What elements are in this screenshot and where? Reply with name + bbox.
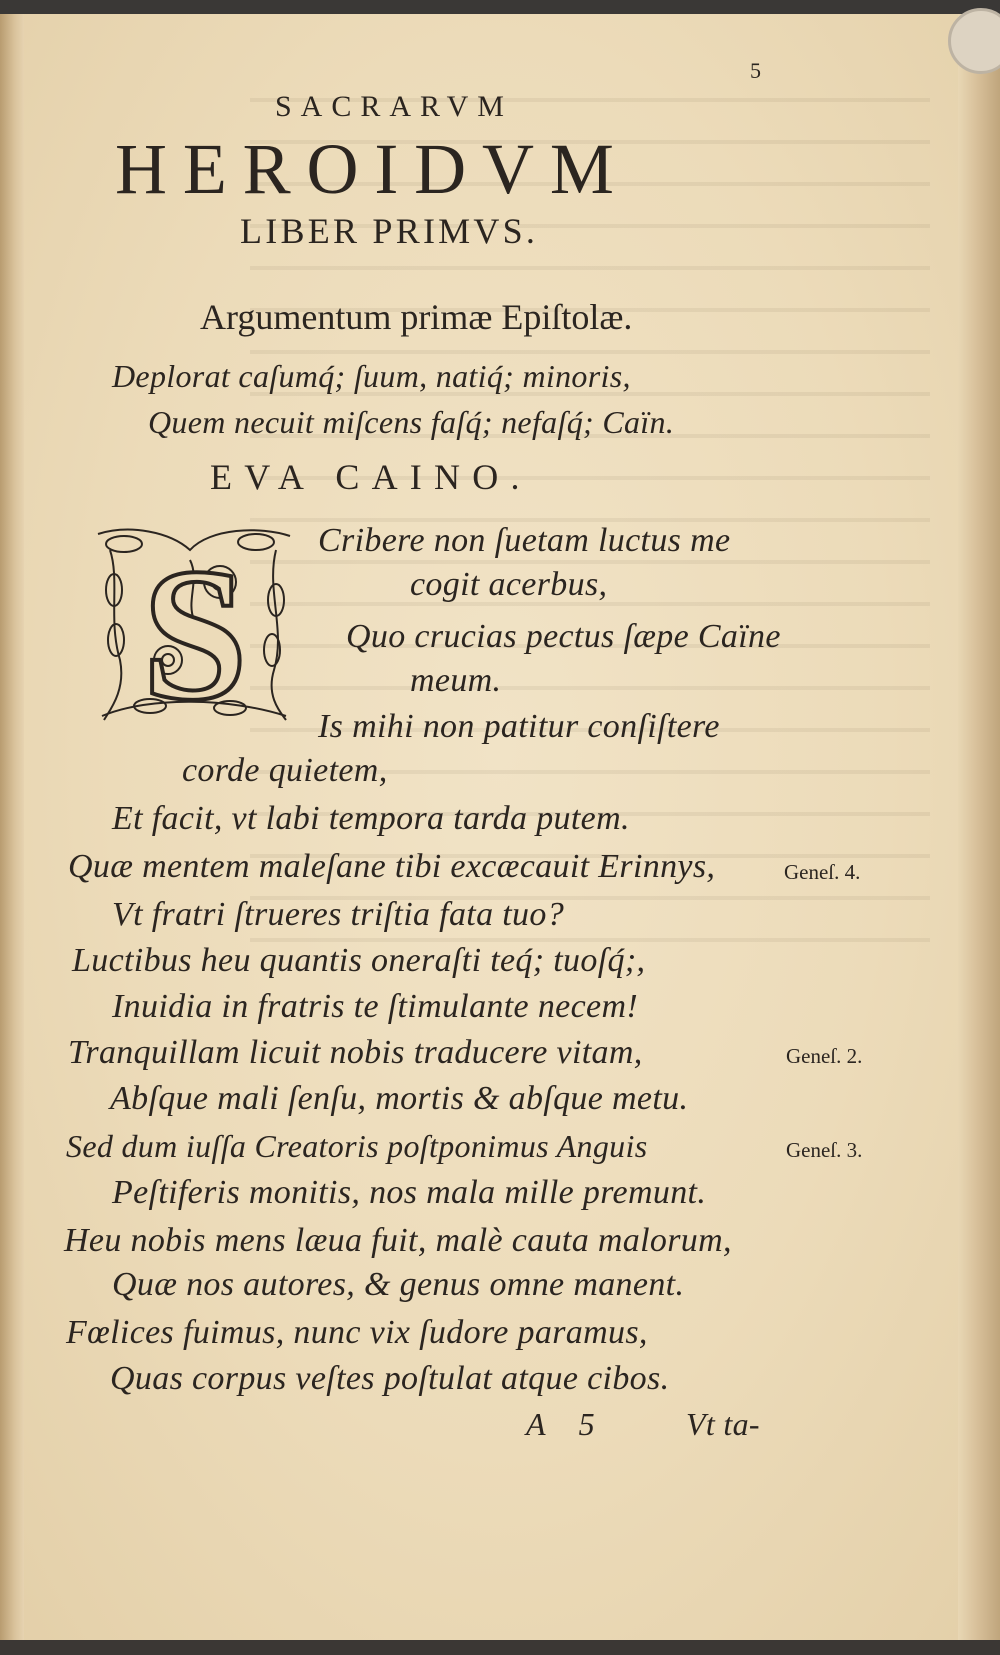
header-line-liber-primus: LIBER PRIMVS. — [240, 211, 539, 251]
verse-line-11: Inuidia in fratris te ſtimulante necem! — [112, 988, 639, 1025]
verse-line-3: Quo crucias pectus ſæpe Caïne — [346, 618, 781, 655]
page-number: 5 — [750, 58, 761, 83]
verse-line-13: Abſque mali ſenſu, mortis & abſque metu. — [110, 1080, 689, 1117]
page-corner-curl — [948, 8, 1000, 74]
scan-border-top — [0, 0, 1000, 14]
verse-line-10: Luctibus heu quantis oneraſti teq́; tuoſq́;, — [72, 942, 646, 979]
page-right-edge — [958, 14, 1000, 1640]
header-line-sacrarum: SACRARVM — [275, 90, 513, 123]
verse-line-9: Vt fratri ſtrueres triſtia fata tuo? — [112, 896, 565, 933]
margin-note-genesis-4: Geneſ. 4. — [784, 860, 861, 884]
page-gutter — [0, 14, 24, 1640]
floral-drop-cap-initial — [90, 520, 296, 726]
verse-line-19: Quas corpus veſtes poſtulat atque cibos. — [110, 1360, 670, 1397]
verse-line-15: Peſtiferis monitis, nos mala mille premunt. — [112, 1174, 707, 1211]
header-line-heroidum: HEROIDVM — [115, 129, 630, 209]
verse-line-14: Sed dum iuſſa Creatoris poſtponimus Anguis — [66, 1128, 648, 1164]
argument-heading: Argumentum primæ Epiſtolæ. — [200, 297, 633, 337]
verse-line-12: Tranquillam licuit nobis traducere vitam, — [68, 1034, 643, 1071]
verse-line-18: Fœlices fuimus, nunc vix ſudore paramus, — [66, 1314, 648, 1351]
catchword: Vt ta- — [686, 1406, 760, 1442]
verse-line-7: Et facit, vt labi tempora tarda putem. — [112, 800, 630, 837]
margin-note-genesis-3: Geneſ. 3. — [786, 1138, 863, 1162]
epistle-title: EVA CAINO. — [210, 457, 532, 497]
verse-line-4: meum. — [410, 662, 502, 699]
signature-mark: A 5 — [526, 1406, 608, 1442]
verse-line-6: corde quietem, — [182, 752, 388, 789]
verse-line-16: Heu nobis mens læua fuit, malè cauta malorum, — [64, 1222, 732, 1259]
verse-line-5: Is mihi non patitur conſiſtere — [318, 708, 720, 745]
verse-line-17: Quæ nos autores, & genus omne manent. — [112, 1266, 685, 1303]
scan-border-bottom — [0, 1640, 1000, 1655]
drop-cap-letter: S — [142, 530, 248, 726]
argument-line-2: Quem necuit miſcens faſq́; nefaſq́; Caïn. — [148, 404, 675, 440]
verse-line-2: cogit acerbus, — [410, 566, 608, 603]
verse-line-8: Quæ mentem maleſane tibi excæcauit Erinnys, — [68, 848, 716, 885]
margin-note-genesis-2: Geneſ. 2. — [786, 1044, 863, 1068]
argument-line-1: Deplorat caſumq́; ſuum, natiq́; minoris, — [112, 358, 631, 394]
verse-line-1: Cribere non ſuetam luctus me — [318, 522, 731, 559]
